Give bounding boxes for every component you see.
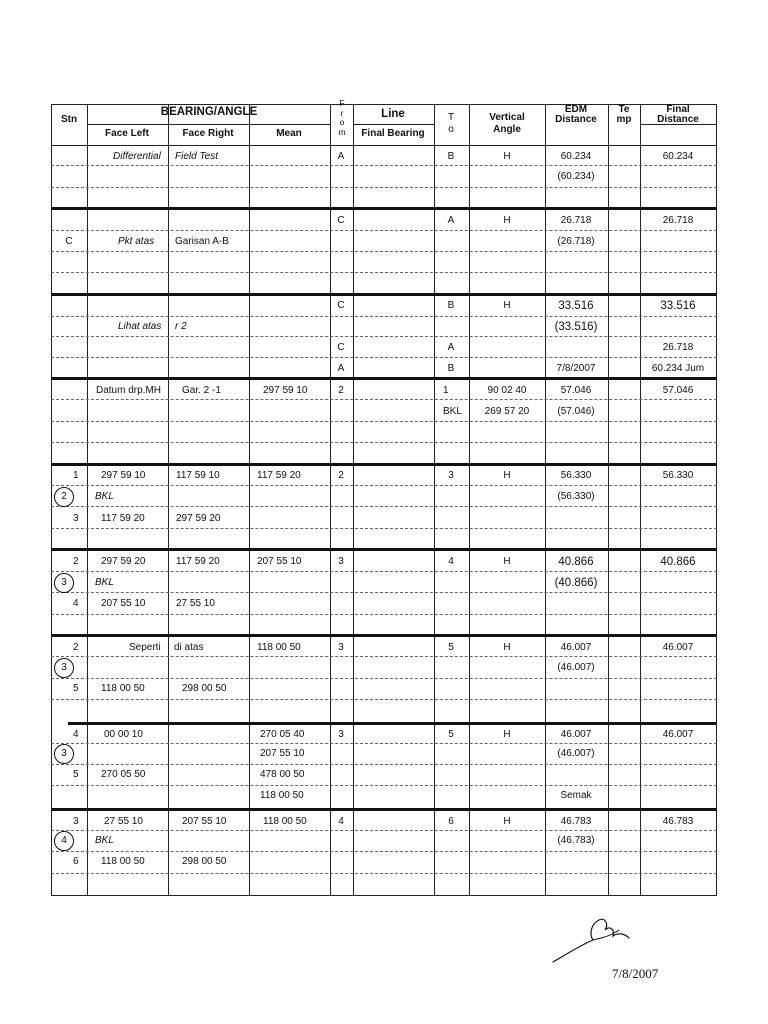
cell-edm-distance: 7/8/2007 [556, 363, 596, 374]
cell-face-right: r 2 [175, 321, 187, 332]
header-angle: Angle [493, 124, 521, 135]
row-rule [51, 785, 717, 786]
row-rule [51, 230, 717, 231]
header-face-left: Face Left [105, 128, 149, 139]
row-rule [51, 743, 717, 744]
circled-station-number: 3 [54, 658, 74, 678]
header-final-bearing: Final Bearing [361, 128, 425, 139]
circled-station-number: 3 [54, 573, 74, 593]
circled-station-number: 2 [54, 487, 74, 507]
cell-to: A [447, 342, 455, 353]
row-rule [51, 336, 717, 337]
cell-face-left: Pkt atas [118, 236, 155, 247]
cell-face-right: Field Test [175, 151, 218, 162]
circled-station-number: 3 [54, 744, 74, 764]
cell-face-left: 297 59 10 [101, 470, 146, 481]
header-split-bearing [87, 124, 330, 125]
cell-edm-distance: 26.718 [560, 215, 592, 226]
column-rule [640, 104, 641, 896]
header-vertical: Vertical [489, 112, 525, 123]
group-rule [51, 548, 717, 551]
column-rule [608, 104, 609, 896]
row-rule [51, 830, 717, 831]
row-rule [51, 316, 717, 317]
cell-vertical-angle: 90 02 40 [487, 385, 527, 396]
header-bottom-rule [51, 145, 717, 146]
cell-from: 3 [338, 729, 344, 740]
cell-from: 2 [338, 385, 344, 396]
header-stn: Stn [60, 114, 78, 125]
cell-face-left: 118 00 50 [101, 683, 145, 694]
cell-from: C [337, 342, 345, 353]
column-rule [469, 104, 470, 896]
cell-edm-distance: (26.718) [557, 236, 595, 247]
cell-face-left: BKL [95, 577, 114, 588]
cell-face-left: Lihat atas [118, 321, 162, 332]
group-rule [68, 722, 717, 725]
cell-to: 3 [448, 470, 454, 481]
header-from [337, 99, 347, 137]
cell-face-left: 270 05 50 [101, 769, 146, 780]
cell-stn: 1 [73, 470, 79, 481]
cell-to: 5 [448, 642, 454, 653]
header-from-letter: F [339, 98, 345, 108]
cell-face-left: 297 59 20 [101, 556, 146, 567]
cell-face-right: 117 59 10 [176, 470, 220, 481]
row-rule [51, 506, 717, 507]
survey-field-sheet [51, 98, 717, 896]
cell-final-distance: 40.866 [660, 556, 696, 568]
cell-stn: 3 [73, 816, 79, 827]
table-border-bottom [51, 895, 717, 896]
column-rule [249, 104, 250, 896]
cell-vertical-angle: 269 57 20 [484, 406, 530, 417]
cell-face-right: 207 55 10 [182, 816, 227, 827]
group-rule [51, 463, 717, 466]
column-rule [434, 104, 435, 896]
cell-edm-distance: 46.783 [560, 816, 592, 827]
row-rule [51, 678, 717, 679]
header-bearing-angle: BEARING/ANGLE [160, 106, 258, 118]
cell-edm-distance: 46.007 [560, 642, 592, 653]
header-to-t: T [447, 112, 455, 123]
cell-final-distance: 56.330 [662, 470, 694, 481]
cell-from: C [337, 215, 345, 226]
cell-face-left: Differential [113, 151, 161, 162]
cell-mean: 207 55 10 [260, 748, 305, 759]
cell-vertical-angle: H [503, 151, 511, 162]
header-to-o: o [448, 124, 454, 135]
row-rule [51, 421, 717, 422]
header-line: Line [381, 108, 405, 120]
row-rule [51, 614, 717, 615]
row-rule [51, 851, 717, 852]
cell-to: A [447, 215, 455, 226]
row-rule [51, 592, 717, 593]
cell-face-left: 207 55 10 [101, 598, 146, 609]
cell-mean: 297 59 10 [263, 385, 308, 396]
cell-face-right: 27 55 10 [176, 598, 215, 609]
cell-edm-distance: 40.866 [558, 556, 594, 568]
group-rule [51, 808, 717, 811]
cell-edm-distance: (46.783) [557, 835, 595, 846]
table-border-top [51, 104, 717, 105]
cell-stn: 5 [73, 769, 79, 780]
row-rule [51, 442, 717, 443]
cell-to: 6 [448, 816, 454, 827]
header-final: Final [666, 104, 690, 115]
header-from-letter: r [340, 107, 344, 118]
cell-edm-distance: 56.330 [560, 470, 592, 481]
cell-final-distance: 60.234 [662, 151, 694, 162]
cell-face-left: Seperti [129, 642, 161, 653]
cell-stn: 3 [73, 513, 79, 524]
row-rule [51, 699, 717, 700]
header-face-right: Face Right [182, 128, 234, 139]
cell-mean: 478 00 50 [260, 769, 305, 780]
signature-date: 7/8/2007 [612, 966, 659, 981]
cell-final-distance: 46.783 [662, 816, 694, 827]
group-rule [51, 207, 717, 210]
row-rule [51, 764, 717, 765]
cell-final-distance: 26.718 [662, 215, 694, 226]
column-rule [168, 104, 169, 896]
cell-edm-distance: (40.866) [554, 577, 598, 589]
cell-vertical-angle: H [503, 642, 511, 653]
cell-face-left: 118 00 50 [101, 856, 145, 867]
row-rule [51, 485, 717, 486]
cell-face-right: Gar. 2 -1 [182, 385, 221, 396]
cell-from: 2 [338, 470, 344, 481]
cell-stn: 5 [73, 683, 79, 694]
group-rule [51, 377, 717, 380]
header-from-letter: o [339, 117, 345, 127]
cell-face-right: di atas [174, 642, 204, 653]
cell-final-distance: 33.516 [660, 300, 696, 312]
column-rule [330, 104, 331, 896]
cell-vertical-angle: H [503, 556, 511, 567]
cell-face-left: 00 00 10 [104, 729, 143, 740]
column-rule [353, 104, 354, 896]
cell-edm-distance: 33.516 [558, 300, 594, 312]
cell-from: A [337, 363, 345, 374]
cell-to: BKL [443, 406, 462, 417]
cell-edm-distance: 57.046 [560, 385, 592, 396]
row-rule [51, 399, 717, 400]
cell-vertical-angle: H [503, 300, 511, 311]
header-edm-distance: Distance [555, 114, 597, 125]
cell-stn: 2 [73, 642, 79, 653]
cell-stn: 6 [73, 856, 79, 867]
row-rule [51, 251, 717, 252]
cell-to: 4 [448, 556, 454, 567]
cell-from: 3 [338, 556, 344, 567]
row-rule [51, 528, 717, 529]
cell-edm-distance: 60.234 [560, 151, 592, 162]
group-rule [51, 634, 717, 637]
cell-edm-distance: 46.007 [560, 729, 592, 740]
header-temp-2: mp [616, 114, 632, 125]
cell-vertical-angle: H [503, 215, 511, 226]
cell-mean: 270 05 40 [260, 729, 305, 740]
handwritten-signature [549, 906, 639, 966]
cell-face-right: 297 59 20 [176, 513, 221, 524]
header-edm: EDM [564, 104, 588, 115]
row-rule [51, 357, 717, 358]
row-rule [51, 187, 717, 188]
header-final-distance: Distance [657, 114, 699, 125]
cell-mean: 118 00 50 [257, 642, 301, 653]
cell-mean: 118 00 50 [260, 790, 304, 801]
cell-to: 5 [448, 729, 454, 740]
cell-edm-distance: (46.007) [557, 748, 595, 759]
cell-to: B [447, 151, 455, 162]
cell-face-left: 117 59 20 [101, 513, 145, 524]
cell-face-left: Datum drp.MH [96, 385, 162, 396]
column-rule [87, 104, 88, 896]
cell-edm-distance: Semak [560, 790, 592, 801]
cell-vertical-angle: H [503, 729, 511, 740]
circled-station-number: 4 [54, 831, 74, 851]
header-split-line [353, 124, 434, 125]
cell-from: 3 [338, 642, 344, 653]
cell-face-right: 117 59 20 [176, 556, 220, 567]
cell-final-distance: 60.234 Jum [651, 363, 705, 374]
cell-edm-distance: (57.046) [557, 406, 595, 417]
cell-stn: 2 [73, 556, 79, 567]
cell-face-right: 298 00 50 [182, 856, 227, 867]
cell-stn: 4 [73, 598, 79, 609]
table-border-left [51, 104, 52, 896]
cell-face-right: 298 00 50 [182, 683, 227, 694]
cell-final-distance: 46.007 [662, 729, 694, 740]
row-rule [51, 656, 717, 657]
cell-mean: 117 59 20 [257, 470, 301, 481]
cell-face-left: 27 55 10 [104, 816, 143, 827]
row-rule [51, 873, 717, 874]
cell-edm-distance: (56.330) [557, 491, 595, 502]
cell-final-distance: 57.046 [662, 385, 694, 396]
cell-to: 1 [443, 385, 449, 396]
cell-to: B [447, 363, 455, 374]
cell-stn: C [65, 236, 73, 247]
cell-edm-distance: (46.007) [557, 662, 595, 673]
header-mean: Mean [276, 128, 302, 139]
cell-final-distance: 46.007 [662, 642, 694, 653]
cell-mean: 118 00 50 [263, 816, 307, 827]
cell-face-left: BKL [95, 491, 114, 502]
cell-from: A [337, 151, 345, 162]
cell-to: B [447, 300, 455, 311]
cell-final-distance: 26.718 [662, 342, 694, 353]
cell-vertical-angle: H [503, 816, 511, 827]
group-rule [51, 293, 717, 296]
cell-mean: 207 55 10 [257, 556, 302, 567]
column-rule [545, 104, 546, 896]
cell-vertical-angle: H [503, 470, 511, 481]
cell-face-right: Garisan A-B [175, 236, 229, 247]
row-rule [51, 272, 717, 273]
row-rule [51, 165, 717, 166]
cell-from: 4 [338, 816, 344, 827]
cell-face-left: BKL [95, 835, 114, 846]
cell-edm-distance: (33.516) [554, 321, 598, 333]
table-border-right [716, 104, 717, 896]
row-rule [51, 571, 717, 572]
header-temp-1: Te [618, 104, 630, 115]
cell-edm-distance: (60.234) [557, 171, 595, 182]
header-from-letter: m [338, 126, 346, 137]
cell-stn: 4 [73, 729, 79, 740]
cell-from: C [337, 300, 345, 311]
